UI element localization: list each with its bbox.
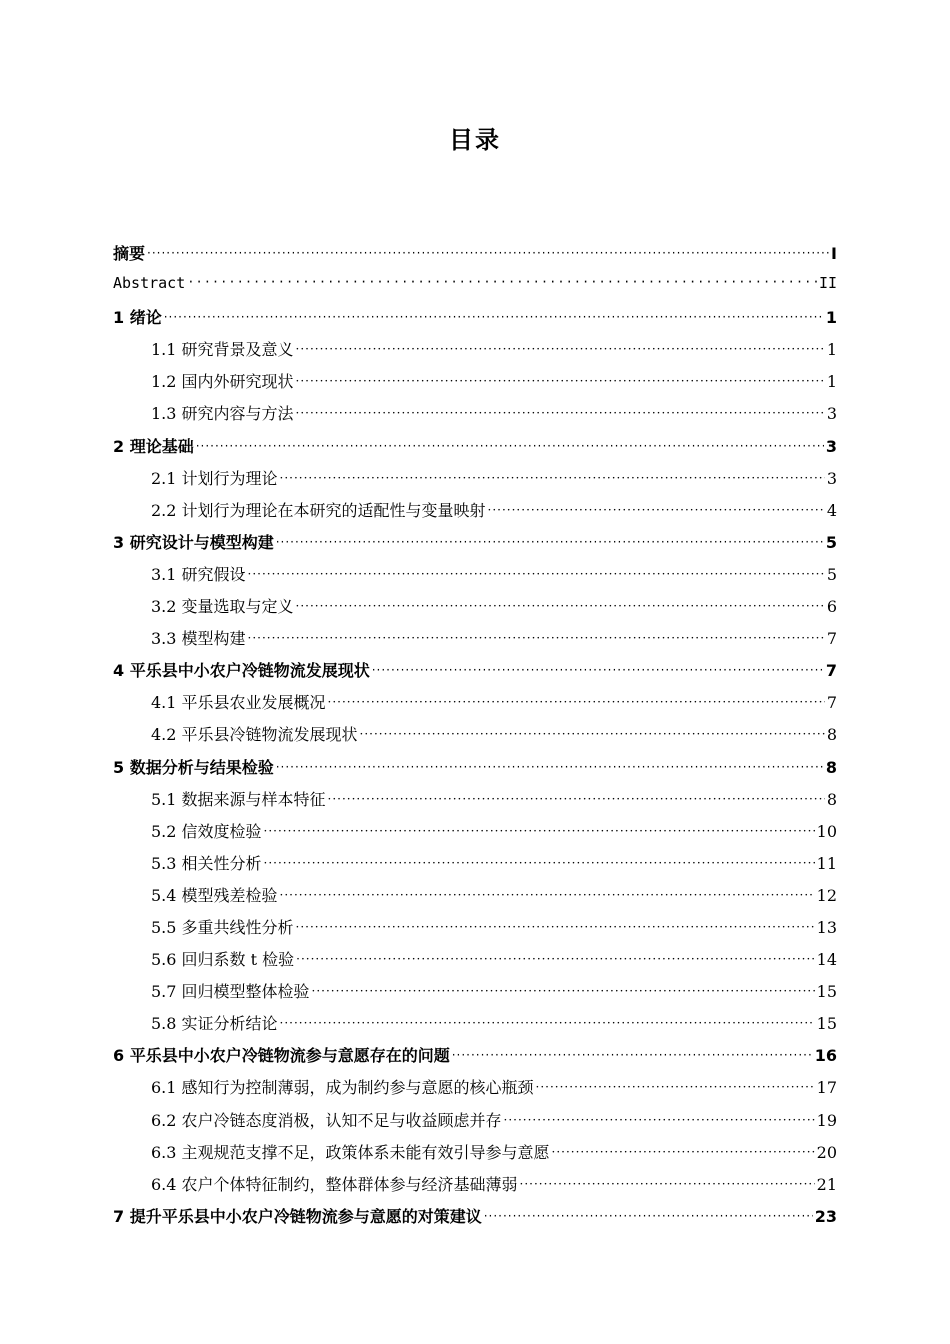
toc-dot-leader (280, 1013, 815, 1029)
toc-dot-leader (360, 724, 825, 740)
toc-section-entry[interactable] (113, 594, 837, 626)
toc-page-number: 1 (825, 308, 837, 328)
toc-chapter-entry[interactable] (113, 1204, 837, 1236)
toc-entry-label: 1.2 国内外研究现状 (151, 372, 294, 392)
toc-page-number: 13 (816, 917, 837, 937)
toc-section-entry[interactable] (113, 947, 837, 979)
toc-page-number: 3 (826, 468, 837, 488)
toc-entry-label: Abstract (113, 274, 186, 293)
toc-dot-leader (296, 339, 825, 355)
toc-page-number: 6 (826, 597, 837, 617)
toc-section-entry[interactable] (113, 498, 837, 530)
toc-page-number: 15 (816, 1014, 837, 1034)
toc-page-number: 20 (816, 1142, 837, 1162)
toc-entry-label: 摘要 (113, 244, 146, 263)
toc-dot-leader (504, 1110, 815, 1126)
toc-entry-label: 1.3 研究内容与方法 (151, 404, 294, 424)
toc-dot-leader (552, 1142, 815, 1158)
page-title: 目录 (449, 126, 501, 154)
toc-dot-leader (520, 1174, 815, 1190)
toc-section-entry[interactable] (113, 979, 837, 1011)
toc-dot-leader (296, 949, 815, 965)
toc-page-number: 5 (826, 564, 837, 584)
toc-entry-label: 3.2 变量选取与定义 (151, 597, 294, 617)
toc-page-number: 7 (825, 661, 837, 681)
toc-chapter-entry[interactable] (113, 1043, 837, 1075)
toc-dot-leader (488, 500, 825, 516)
toc-section-entry[interactable] (113, 851, 837, 883)
toc-entry-label: 3 研究设计与模型构建 (113, 532, 274, 552)
toc-dot-leader (536, 1077, 815, 1093)
toc-entry-label: 5.1 数据来源与样本特征 (151, 789, 326, 809)
toc-dot-leader (276, 757, 824, 773)
toc-page-number: 15 (816, 982, 837, 1002)
toc-page-number: 16 (814, 1046, 837, 1066)
toc-page-number: 12 (816, 885, 837, 905)
toc-page-number: 7 (826, 693, 837, 713)
toc-section-entry[interactable] (113, 819, 837, 851)
toc-dot-leader (296, 403, 825, 419)
toc-page-number: 1 (826, 372, 837, 392)
toc-section-entry[interactable] (113, 690, 837, 722)
toc-page-number: 19 (816, 1110, 837, 1130)
toc-page-number: 3 (826, 404, 837, 424)
toc-section-entry[interactable] (113, 883, 837, 915)
toc-entry-label: 4 平乐县中小农户冷链物流发展现状 (113, 661, 370, 681)
toc-chapter-entry[interactable] (113, 658, 837, 690)
toc-page-number: 8 (826, 725, 837, 745)
toc-entry-label: 1.1 研究背景及意义 (151, 340, 294, 360)
toc-section-entry[interactable] (113, 1075, 837, 1107)
toc-section-entry[interactable] (113, 722, 837, 754)
toc-chapter-entry[interactable] (113, 273, 837, 305)
toc-entry-label: 5.5 多重共线性分析 (151, 917, 294, 937)
toc-dot-leader (296, 596, 825, 612)
toc-section-entry[interactable] (113, 562, 837, 594)
toc-dot-leader (248, 564, 825, 580)
toc-entry-label: 5.6 回归系数 t 检验 (151, 950, 295, 970)
toc-dot-leader (196, 436, 824, 452)
toc-entry-label: 2.1 计划行为理论 (151, 468, 278, 488)
toc-page-number: 5 (825, 532, 837, 552)
toc-page-number: 10 (816, 821, 837, 841)
toc-entry-label: 6.3 主观规范支撑不足，政策体系未能有效引导参与意愿 (151, 1142, 550, 1162)
toc-page-number: 11 (816, 853, 837, 873)
toc-dot-leader (484, 1206, 813, 1222)
table-of-contents (113, 241, 837, 1236)
toc-dot-leader (312, 981, 815, 997)
toc-dot-leader (328, 692, 825, 708)
toc-entry-label: 6.2 农户冷链态度消极，认知不足与收益顾虑并存 (151, 1110, 502, 1130)
toc-chapter-entry[interactable] (113, 755, 837, 787)
toc-dot-leader (264, 853, 815, 869)
toc-page-number: 17 (816, 1078, 837, 1098)
toc-chapter-entry[interactable] (113, 241, 837, 273)
toc-dot-leader (280, 468, 825, 484)
toc-page-number: 3 (825, 436, 837, 456)
toc-page-number: 21 (816, 1174, 837, 1194)
toc-section-entry[interactable] (113, 1011, 837, 1043)
toc-section-entry[interactable] (113, 369, 837, 401)
toc-dot-leader (264, 821, 815, 837)
toc-entry-label: 5.3 相关性分析 (151, 853, 262, 873)
toc-dot-leader (372, 660, 824, 676)
toc-dot-leader (248, 628, 825, 644)
toc-entry-label: 5 数据分析与结果检验 (113, 757, 274, 777)
toc-page-number: 1 (826, 340, 837, 360)
toc-section-entry[interactable] (113, 337, 837, 369)
toc-chapter-entry[interactable] (113, 305, 837, 337)
toc-entry-label: 4.2 平乐县冷链物流发展现状 (151, 725, 358, 745)
toc-page-number: 8 (825, 757, 837, 777)
toc-dot-leader (280, 885, 815, 901)
toc-section-entry[interactable] (113, 1172, 837, 1204)
toc-entry-label: 5.2 信效度检验 (151, 821, 262, 841)
toc-dot-leader (164, 307, 824, 323)
toc-entry-label: 3.3 模型构建 (151, 629, 246, 649)
toc-page-number: 7 (826, 629, 837, 649)
toc-entry-label: 6.1 感知行为控制薄弱，成为制约参与意愿的核心瓶颈 (151, 1078, 534, 1098)
toc-dot-leader (328, 789, 825, 805)
toc-entry-label: 5.4 模型残差检验 (151, 885, 278, 905)
toc-section-entry[interactable] (113, 787, 837, 819)
toc-dot-leader (147, 243, 829, 259)
toc-dot-leader (296, 371, 825, 387)
toc-section-entry[interactable] (113, 466, 837, 498)
toc-page-number: 14 (816, 950, 837, 970)
toc-dot-leader (452, 1045, 813, 1061)
toc-entry-label: 6 平乐县中小农户冷链物流参与意愿存在的问题 (113, 1046, 450, 1066)
toc-entry-label: 4.1 平乐县农业发展概况 (151, 693, 326, 713)
toc-dot-leader (276, 532, 824, 548)
toc-dot-leader (296, 917, 815, 933)
toc-entry-label: 5.7 回归模型整体检验 (151, 982, 310, 1002)
toc-page-number: 4 (826, 500, 837, 520)
toc-page-number: II (818, 274, 837, 293)
toc-chapter-entry[interactable] (113, 530, 837, 562)
toc-entry-label: 6.4 农户个体特征制约，整体群体参与经济基础薄弱 (151, 1174, 518, 1194)
toc-entry-label: 2.2 计划行为理论在本研究的适配性与变量映射 (151, 500, 486, 520)
toc-entry-label: 2 理论基础 (113, 436, 194, 456)
toc-section-entry[interactable] (113, 401, 837, 433)
toc-dot-leader (187, 273, 817, 288)
toc-page-number: I (831, 244, 837, 263)
toc-entry-label: 7 提升平乐县中小农户冷链物流参与意愿的对策建议 (113, 1206, 482, 1226)
toc-entry-label: 3.1 研究假设 (151, 564, 246, 584)
toc-section-entry[interactable] (113, 626, 837, 658)
toc-entry-label: 5.8 实证分析结论 (151, 1014, 278, 1034)
toc-page-number: 8 (826, 789, 837, 809)
toc-section-entry[interactable] (113, 915, 837, 947)
toc-section-entry[interactable] (113, 1108, 837, 1140)
toc-chapter-entry[interactable] (113, 434, 837, 466)
toc-entry-label: 1 绪论 (113, 308, 162, 328)
toc-page-number: 23 (814, 1206, 837, 1226)
toc-section-entry[interactable] (113, 1140, 837, 1172)
